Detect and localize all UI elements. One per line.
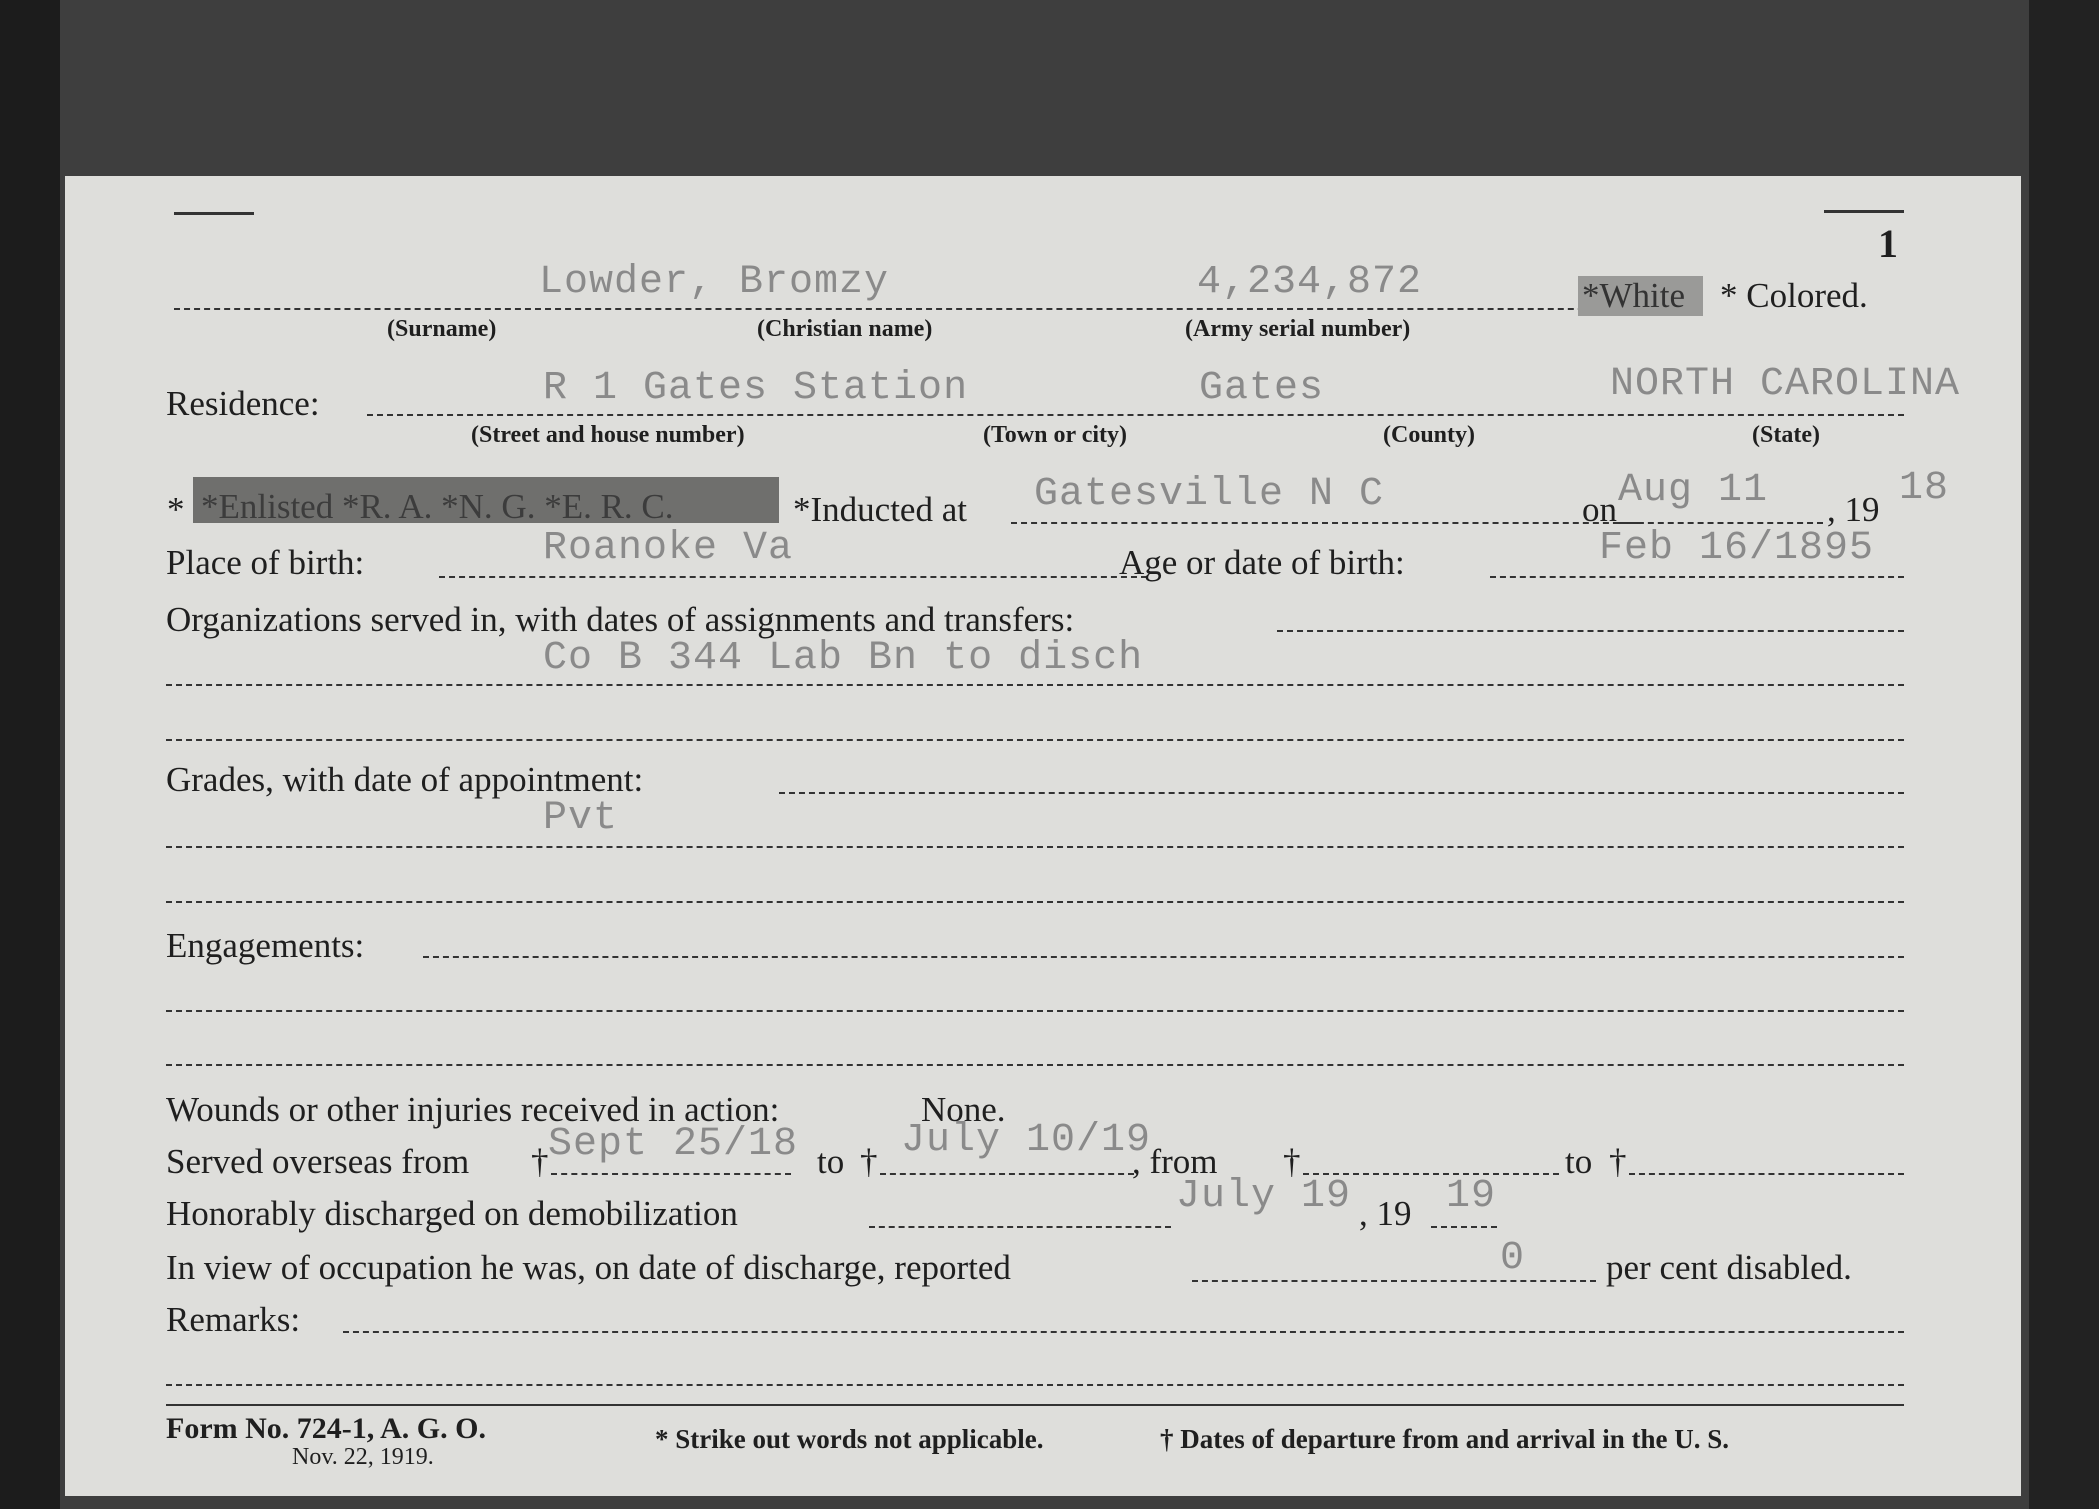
top-right-rule [1824,210,1904,213]
inducted-place-value: Gatesville N C [1034,472,1385,517]
age-label: Age or date of birth: [1119,543,1405,582]
discharge-year-line [1431,1226,1497,1228]
overseas-to2-label: to [1565,1142,1593,1181]
age-value: Feb 16/1895 [1599,526,1875,571]
footer-rule [166,1404,1904,1406]
grades-line-3 [166,901,1904,903]
overseas-from2-label: , from [1132,1142,1218,1181]
overseas-to2-line [1629,1173,1904,1175]
overseas-to-line [880,1173,1134,1175]
organizations-line-3 [166,739,1904,741]
inducted-line [1011,522,1639,524]
form-number: Form No. 724-1, A. G. O. [166,1412,486,1445]
wounds-label: Wounds or other injuries received in action: [166,1090,780,1129]
grades-line-1 [779,792,1904,794]
place-of-birth-label: Place of birth: [166,543,365,582]
organizations-line-1 [1277,630,1904,632]
enlisted-asterisk: * [167,490,185,529]
card-number: 1 [1878,221,1898,266]
organizations-value: Co B 344 Lab Bn to disch [543,636,1144,681]
inducted-on-label: on [1582,490,1617,529]
top-left-rule [174,212,254,215]
overseas-to-value: July 10/19 [901,1118,1152,1163]
name-line [174,308,1644,310]
age-line [1490,576,1904,578]
overseas-label: Served overseas from [166,1142,470,1181]
discharge-date-value: July 19 [1176,1174,1352,1219]
overseas-from-line [551,1173,791,1175]
disability-value: 0 [1500,1236,1526,1281]
grades-value: Pvt [543,796,619,841]
disability-line [1192,1280,1596,1282]
footnote-dates: † Dates of departure from and arrival in the U. S. [1160,1424,1729,1454]
grades-line-2 [166,846,1904,848]
discharge-date-line [869,1226,1171,1228]
inducted-label: *Inducted at [793,490,967,529]
name-value: Lowder, Bromzy [539,260,890,305]
engagements-label: Engagements: [166,926,365,965]
scan-border-right [2029,0,2099,1509]
town-caption: (Town or city) [983,422,1127,448]
residence-line [367,414,1904,416]
surname-caption: (Surname) [387,316,497,342]
service-record-card [65,176,2021,1496]
street-caption: (Street and house number) [471,422,745,448]
christian-name-caption: (Christian name) [757,316,933,342]
race-white: *White [1578,276,1703,316]
disability-suffix: per cent disabled. [1606,1248,1852,1287]
inducted-year-prefix: , 19 [1827,490,1880,529]
residence-county-value: Gates [1199,366,1325,411]
engagements-line-1 [423,956,1904,958]
organizations-line-2 [166,684,1904,686]
scan-border-left [0,0,60,1509]
serial-value: 4,234,872 [1197,260,1423,305]
residence-label: Residence: [166,384,320,423]
serial-caption: (Army serial number) [1185,316,1411,342]
residence-street-value: R 1 Gates Station [543,366,969,411]
wounds-value: None. [921,1090,1006,1129]
overseas-from-dagger: † [531,1142,549,1181]
form-date: Nov. 22, 1919. [292,1444,434,1470]
overseas-to2-dagger: † [1609,1142,1627,1181]
place-of-birth-line [439,576,1147,578]
residence-state-value: NORTH CAROLINA [1610,362,1961,407]
remarks-line-2 [166,1384,1904,1386]
overseas-from-value: Sept 25/18 [548,1122,799,1167]
organizations-label: Organizations served in, with dates of assignments and transfers: [166,600,1075,639]
enlisted-struck-out: *Enlisted *R. A. *N. G. *E. R. C. [193,477,779,523]
overseas-from2-dagger: † [1283,1142,1301,1181]
inducted-year-value: 18 [1899,466,1950,511]
inducted-date-line [1618,522,1823,524]
engagements-line-2 [166,1010,1904,1012]
engagements-line-3 [166,1064,1904,1066]
grades-label: Grades, with date of appointment: [166,760,644,799]
footnote-strike-out: * Strike out words not applicable. [655,1424,1044,1454]
discharge-label: Honorably discharged on demobilization [166,1194,738,1233]
overseas-to-label: to [817,1142,845,1181]
inducted-date-value: Aug 11 [1618,468,1769,513]
county-caption: (County) [1383,422,1476,448]
disability-label: In view of occupation he was, on date of discharge, reported [166,1248,1011,1287]
race-colored: * Colored. [1720,276,1868,315]
overseas-to-dagger: † [860,1142,878,1181]
remarks-line-1 [343,1331,1904,1333]
place-of-birth-value: Roanoke Va [543,526,794,571]
discharge-year-value: 19 [1446,1174,1497,1219]
discharge-year-prefix: , 19 [1359,1194,1412,1233]
state-caption: (State) [1752,422,1820,448]
remarks-label: Remarks: [166,1300,301,1339]
